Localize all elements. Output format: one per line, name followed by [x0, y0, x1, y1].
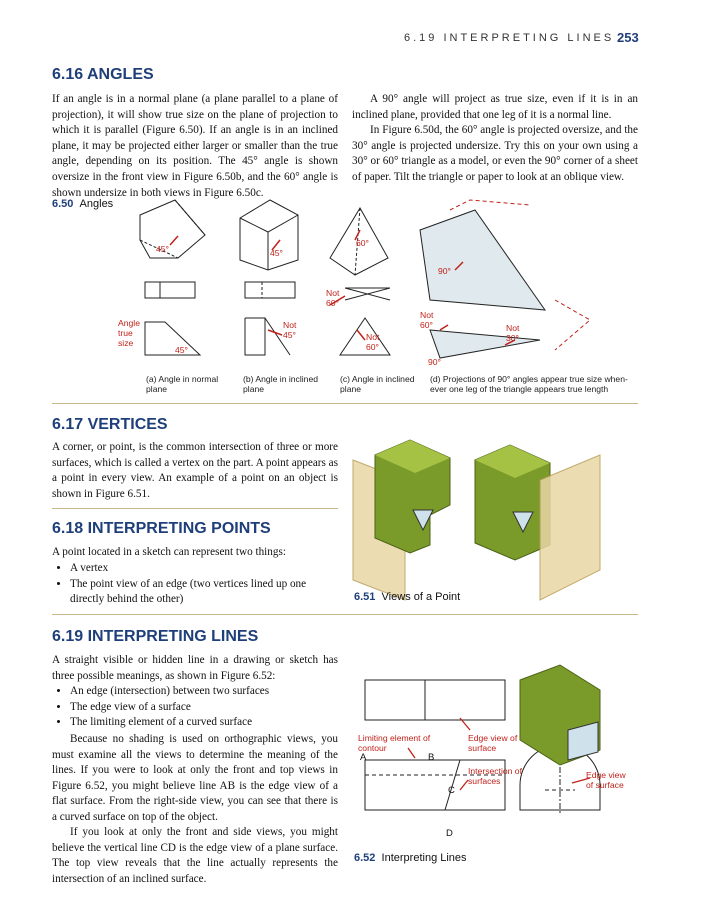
figure-title: Views of a Point: [381, 591, 461, 603]
vertices-paragraph: A corner, or point, is the common intersection of three or more surfaces, which is called a vertex on the part. A point appears as a point in every view. An example of a point on an object is shown in Figure 6.51.: [52, 441, 338, 500]
figure-number: 6.52: [354, 852, 376, 864]
list-item: • A vertex: [70, 561, 338, 577]
label-a-45: 45°: [156, 244, 169, 254]
caption-b: (b) Angle in inclined plane: [243, 374, 319, 394]
label-b-45: 45°: [270, 248, 283, 258]
list-item: • The limiting element of a curved surface: [70, 715, 338, 731]
page-number: 253: [617, 30, 639, 45]
section-heading-6-18: 6.18 INTERPRETING POINTS: [52, 520, 271, 537]
label-d-not-60: Not 60°: [420, 310, 434, 330]
lines-intro: A straight visible or hidden line in a drawing or sketch has three possible meanings, as shown in Figure 6.52:: [52, 654, 338, 682]
figure-number: 6.50: [52, 198, 74, 210]
label-intersection: Intersection of surfaces: [468, 766, 522, 786]
label-d-90-b: 90°: [428, 357, 441, 367]
label-edge-view-surface: Edge view of surface: [468, 733, 518, 753]
figure-number: 6.51: [354, 591, 376, 603]
section-heading-6-16: 6.16 ANGLES: [52, 66, 154, 83]
label-B: B: [428, 752, 435, 763]
label-a-45-front: 45°: [175, 345, 188, 355]
figure-title: Angles: [79, 198, 114, 210]
label-A: A: [360, 752, 367, 763]
angles-paragraph-right-2: In Figure 6.50d, the 60° angle is projected oversize, and the 30° angle is projected undersize. Try this on your own using a 30° or 60° triangle as a model, or even the 90° corner of a sheet of paper. Tilt the triangle or paper to look at an oblique view.: [352, 124, 638, 183]
lines-paragraph-1: Because no shading is used on orthographic views, you must examine all the views to determine the meaning of the lines. If you were to look at only the front and top views in Figure 6.52, you might believe line AB is the edge view of a flat surface. From the right-side view, you can see that there is a curved surface on top of the object.: [52, 733, 338, 823]
figure-title: Interpreting Lines: [381, 852, 467, 864]
label-limiting-element: Limiting element of contour: [358, 733, 431, 753]
list-item: • The edge view of a surface: [70, 700, 338, 716]
caption-d: (d) Projections of 90° angles appear true size when- ever one leg of the triangle appears true length: [430, 374, 628, 394]
list-item: • The point view of an edge (two vertices lined up one directly behind the other): [70, 577, 338, 608]
angles-paragraph-left: If an angle is in a normal plane (a plane parallel to a plane of projection), it will show true size on the plane of projection to which it is parallel (Figure 6.50). If an angle is in an inclined plane, it may be projected either larger or smaller than the true angle, depending on its position. The 45° angle is shown oversize in the front view in Figure 6.50b, and the 60° angle is shown undersize in both views in Figure 6.50c.: [52, 93, 338, 199]
label-edge-view: Edge view of surface: [586, 770, 626, 790]
top-view: [365, 680, 505, 720]
label-not-60-c: Not 60°: [366, 332, 380, 352]
caption-c: (c) Angle in inclined plane: [340, 374, 415, 394]
label-d-not-30: Not 30°: [506, 323, 520, 343]
label-c-60: 60°: [356, 238, 369, 248]
label-C: C: [448, 785, 455, 796]
angles-paragraph-right-1: A 90° angle will project as true size, even if it is in an inclined plane, provided that one leg of it is a normal line.: [352, 93, 638, 121]
label-not-45: Not 45°: [283, 320, 297, 340]
label-D: D: [446, 828, 453, 839]
section-heading-6-19: 6.19 INTERPRETING LINES: [52, 628, 259, 645]
caption-a: (a) Angle in normal plane: [146, 374, 219, 394]
label-not-60: Not 60°: [326, 288, 340, 308]
section-heading-6-17: 6.17 VERTICES: [52, 416, 168, 433]
label-d-90: 90°: [438, 266, 451, 276]
label-angle-true-size: Angle true size: [118, 318, 140, 348]
running-title: 6.19 INTERPRETING LINES: [404, 32, 615, 44]
lines-paragraph-2: If you look at only the front and side views, you might believe the vertical line CD is the edge view of a plane surface. The top view reveals that the line actually represents the intersection of an inclined surface.: [52, 826, 338, 885]
points-intro: A point located in a sketch can represent two things:: [52, 546, 286, 558]
figure-6-52-caption: [354, 852, 467, 864]
list-item: • An edge (intersection) between two surfaces: [70, 684, 338, 700]
